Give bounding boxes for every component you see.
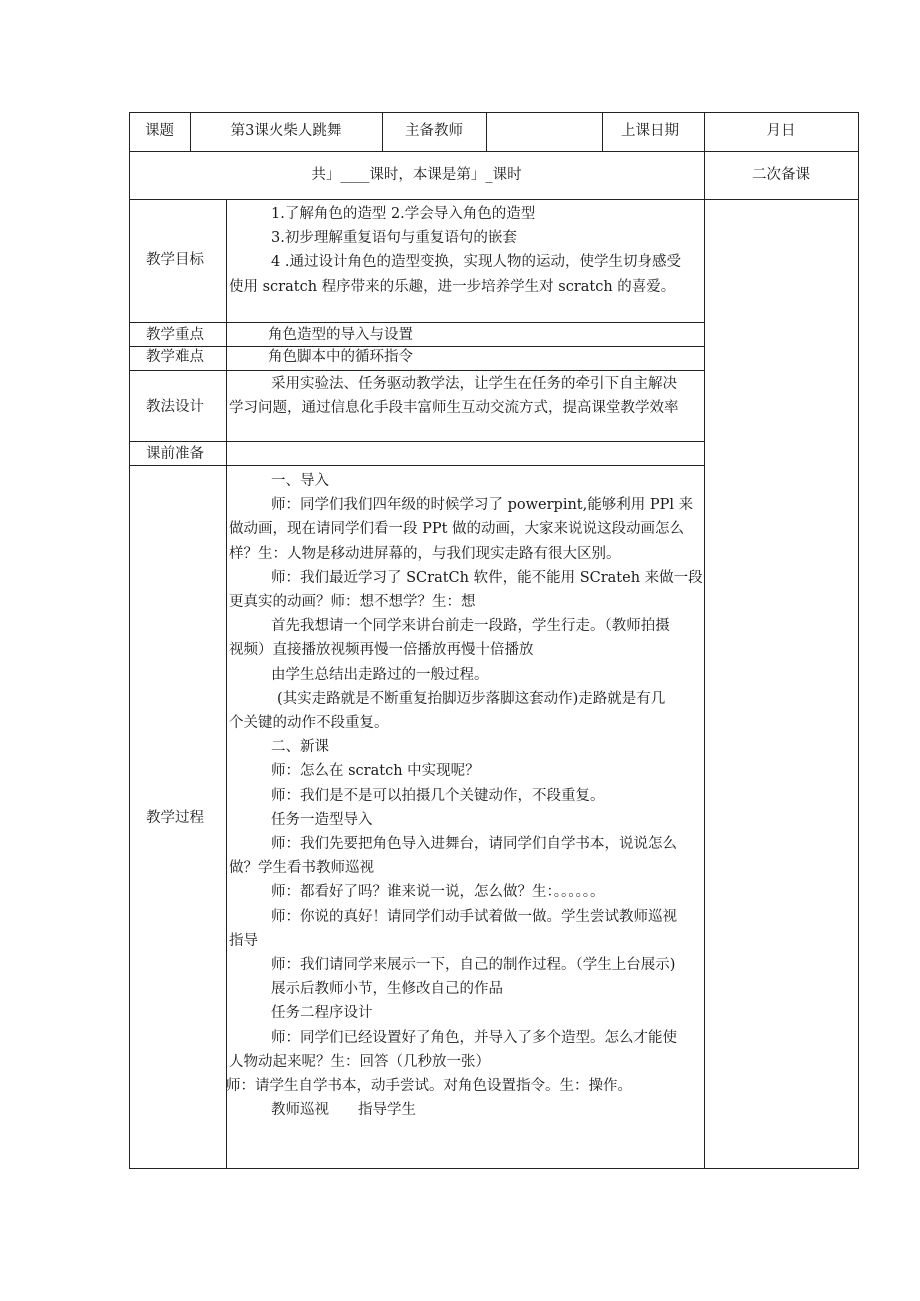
- process-line: 师：你说的真好！请同学们动手试着做一做。学生尝试教师巡视: [271, 908, 677, 925]
- goals-text: [229, 202, 701, 299]
- rule: [129, 441, 704, 442]
- method-label: 教法设计: [146, 399, 204, 415]
- teacher-label: 主备教师: [405, 123, 463, 139]
- rule: [704, 112, 705, 1169]
- process-line: 个关键的动作不段重复。: [229, 715, 389, 732]
- process-line: 做动画，现在请同学们看一段 PPt 做的动画，大家来说说这段动画怎么: [229, 521, 685, 538]
- rule: [129, 322, 704, 323]
- second-prep-label: 二次备课: [752, 167, 810, 183]
- process-line: 首先我想请一个同学来讲台前走一段路，学生行走。（教师拍摄: [271, 618, 670, 635]
- process-line: 教师巡视 指导学生: [271, 1102, 416, 1119]
- topic-label: 课题: [145, 123, 174, 139]
- process-label: 教学过程: [146, 810, 204, 826]
- goals-line: 3.初步理解重复语句与重复语句的嵌套: [271, 230, 517, 247]
- process-line: 二、新课: [271, 739, 329, 756]
- rule: [129, 151, 859, 152]
- rule: [602, 112, 603, 151]
- process-line: 更真实的动画？师：想不想学？生：想: [229, 594, 476, 611]
- process-line: 样？生：人物是移动进屏幕的，与我们现实走路有很大区别。: [229, 545, 621, 562]
- goals-line: 1.了解角色的造型 2.学会导入角色的造型: [271, 206, 536, 222]
- method-line: 采用实验法、任务驱动教学法，让学生在任务的牵引下自主解决: [271, 376, 677, 392]
- process-line: 师：我们请同学来展示一下，自己的制作过程。（学生上台展示): [271, 957, 676, 974]
- goals-label: 教学目标: [146, 252, 204, 268]
- rule: [129, 346, 704, 347]
- process-line: 任务二程序设计: [271, 1005, 373, 1022]
- goals-line: 4 .通过设计角色的造型变换，实现人物的运动，使学生切身感受: [271, 254, 681, 271]
- process-line: (其实走路就是不断重复抬脚迈步落脚这套动作)走路就是有几: [277, 690, 666, 707]
- rule: [858, 112, 859, 1169]
- process-line: 人物动起来呢？生：回答（几秒放一张）: [229, 1053, 490, 1070]
- process-line: 师：怎么在 scratch 中实现呢？: [271, 763, 480, 780]
- rule: [129, 112, 130, 1169]
- topic-value: 第3课火柴人跳舞: [230, 123, 342, 139]
- preparation-label: 课前准备: [146, 446, 204, 462]
- process-line: 一、导入: [271, 473, 329, 489]
- method-text: [229, 372, 701, 420]
- rule: [129, 112, 859, 113]
- rule: [129, 370, 704, 371]
- process-line: 展示后教师小节，生修改自己的作品: [271, 981, 503, 998]
- process-line: 师：我们先要把角色导入进舞台，请同学们自学书本，说说怎么: [271, 836, 677, 853]
- method-line: 学习问题，通过信息化手段丰富师生互动交流方式，提高课堂教学效率: [229, 400, 679, 417]
- rule: [226, 199, 227, 1169]
- process-line: 师：同学们我们四年级的时候学习了 powerpint,能够利用 PPl 来: [271, 497, 694, 514]
- process-line: 师：都看好了吗？谁来说一说，怎么做？生：。。。。。。: [271, 884, 605, 901]
- key-point-label: 教学重点: [146, 327, 204, 343]
- process-line: 师：我们最近学习了 SCratCh 软件，能不能用 SCrateh 来做一段: [271, 569, 703, 586]
- process-line: 做？学生看书教师巡视: [229, 860, 374, 877]
- difficulty-label: 教学难点: [146, 349, 204, 365]
- process-line: 任务一造型导入: [271, 811, 373, 828]
- date-value: 月日: [766, 123, 796, 139]
- rule: [486, 112, 487, 151]
- lesson-plan-table: [129, 112, 859, 1169]
- process-line: 师：请学生自学书本，动手尝试。对角色设置指令。生：操作。: [226, 1078, 632, 1095]
- date-label: 上课日期: [621, 123, 679, 139]
- process-line: 师：我们是不是可以拍摄几个关键动作，不段重复。: [271, 787, 605, 804]
- process-line: 由学生总结出走路过的一般过程。: [271, 666, 489, 683]
- process-line: 师：同学们已经设置好了角色，并导入了多个造型。怎么才能使: [271, 1029, 677, 1046]
- rule: [129, 465, 704, 466]
- difficulty-value: 角色脚本中的循环指令: [268, 349, 413, 365]
- rule: [129, 199, 859, 200]
- rule: [129, 1168, 859, 1169]
- process-text: [226, 469, 703, 1122]
- process-line: 指导: [229, 932, 258, 949]
- key-point-value: 角色造型的导入与设置: [268, 327, 413, 343]
- goals-line: 使用 scratch 程序带来的乐趣，进一步培养学生对 scratch 的喜爱。: [229, 278, 676, 295]
- process-line: 视频）直接播放视频再慢一倍播放再慢十倍播放: [229, 642, 534, 659]
- period-line: 共」____课时，本课是第」_课时: [311, 167, 522, 183]
